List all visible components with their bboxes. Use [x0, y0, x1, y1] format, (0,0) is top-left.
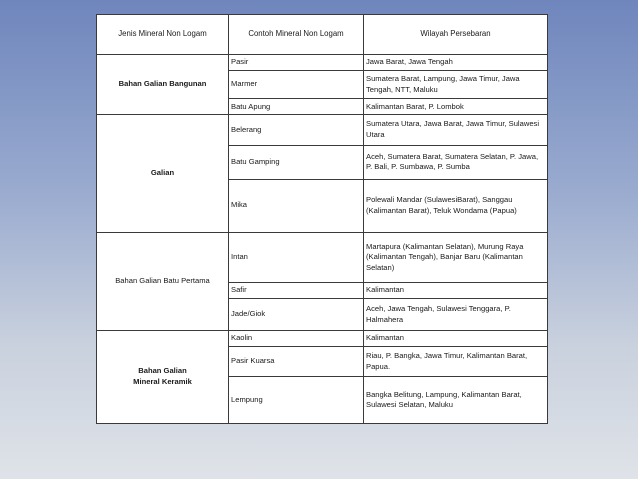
region-cell: Kalimantan	[364, 330, 548, 346]
region-cell: Riau, P. Bangka, Jawa Timur, Kalimantan Barat, Papua.	[364, 346, 548, 377]
table-row	[97, 115, 548, 146]
example-cell: Batu Gamping	[229, 145, 364, 179]
region-cell: Aceh, Jawa Tengah, Sulawesi Tenggara, P. Halmahera	[364, 299, 548, 331]
region-cell: Aceh, Sumatera Barat, Sumatera Selatan, P. Jawa, P. Bali, P. Sumbawa, P. Sumba	[364, 145, 548, 179]
region-cell: Kalimantan	[364, 283, 548, 299]
region-cell: Sumatera Barat, Lampung, Jawa Timur, Jawa Tengah, NTT, Maluku	[364, 70, 548, 99]
mineral-table-container	[96, 14, 547, 424]
region-cell: Sumatera Utara, Jawa Barat, Jawa Timur, Sulawesi Utara	[364, 115, 548, 146]
example-cell: Jade/Giok	[229, 299, 364, 331]
category-cell	[97, 330, 229, 423]
mineral-table	[96, 14, 548, 424]
category-line: Mineral Keramik	[133, 376, 192, 386]
region-cell: Martapura (Kalimantan Selatan), Murung Raya (Kalimantan Tengah), Banjar Baru (Kalimantan Selatan)	[364, 232, 548, 283]
table-row	[97, 55, 548, 71]
example-cell: Belerang	[229, 115, 364, 146]
header-wilayah: Wilayah Persebaran	[364, 15, 548, 55]
example-cell: Kaolin	[229, 330, 364, 346]
example-cell: Batu Apung	[229, 99, 364, 115]
example-cell: Safir	[229, 283, 364, 299]
category-cell: Galian	[97, 115, 229, 232]
example-cell: Pasir	[229, 55, 364, 71]
example-cell: Lempung	[229, 377, 364, 424]
example-cell: Pasir Kuarsa	[229, 346, 364, 377]
example-cell: Mika	[229, 179, 364, 232]
header-contoh: Contoh Mineral Non Logam	[229, 15, 364, 55]
example-cell: Intan	[229, 232, 364, 283]
table-header-row	[97, 15, 548, 55]
table-row	[97, 330, 548, 346]
region-cell: Polewali Mandar (SulawesiBarat), Sanggau (Kalimantan Barat), Teluk Wondama (Papua)	[364, 179, 548, 232]
region-cell: Bangka Belitung, Lampung, Kalimantan Barat, Sulawesi Selatan, Maluku	[364, 377, 548, 424]
example-cell: Marmer	[229, 70, 364, 99]
category-cell: Bahan Galian Bangunan	[97, 55, 229, 115]
category-cell: Bahan Galian Batu Pertama	[97, 232, 229, 330]
category-line: Bahan Galian	[138, 366, 187, 376]
table-row	[97, 232, 548, 283]
region-cell: Kalimantan Barat, P. Lombok	[364, 99, 548, 115]
region-cell: Jawa Barat, Jawa Tengah	[364, 55, 548, 71]
header-jenis: Jenis Mineral Non Logam	[97, 15, 229, 55]
